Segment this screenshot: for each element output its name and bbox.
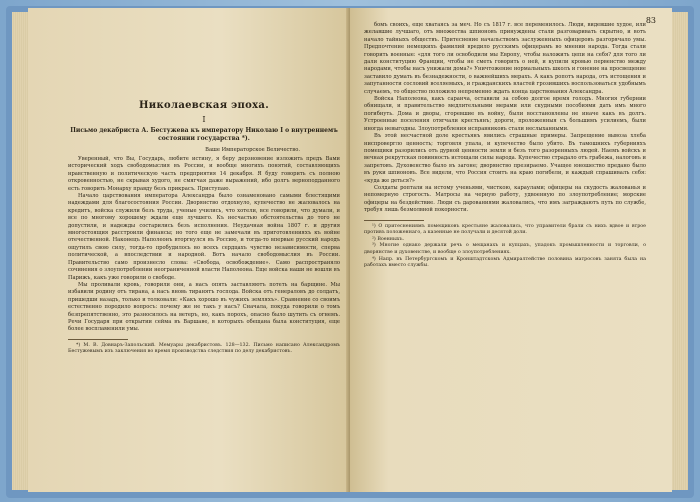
paragraph: Уверенный, что Вы, Государь, любите истину, я беру дерзновение изложить предъ Вами исторический ходъ свободомыслия въ России, и вообще многихъ понятий, составляющихъ нравственную и политическую часть предприятия 14 декабря. Я буду говорить съ полною откровенностью, не скрывая худого, не смягчая даже выражений, ибо долгъ верноподданного есть говорить Монарху правду безъ прикрасъ. Приступаю. [68,156,340,192]
page-number: 83 [645,16,656,25]
paragraph: Въ этой несчастной доле крестьянъ явились страшные примеры. Запрещение вывоза хлеба ниспровергло ценность; торговля упала, и купечество было убито. Въ тамошнихъ губернияхъ помещики разорились отъ дурной ценности земли и безъ того разоренныхъ людей. Наемъ войскъ и вечная рекрутская повинность истощали силы народа. Купечество страдало отъ грабежа, налоговъ и запретовъ. Духовенство было въ загоне; дворянство презираемо. Учащее юношество предано было въ руки шпионовъ. Все видели, что Россия стоитъ на краю погибели, и каждый спрашивалъ себя: «куда же деться?» [364,133,646,184]
document-title: Письмо декабриста А. Бестужева къ императору Николаю I о внутреннемъ состоянии государства *). [70,127,338,142]
left-page-column [68,28,340,356]
paragraph: бомъ своихъ, еще хватаясь за меч. Но съ 1817 г. все переменилось. Люди, видевшие худое, или желавшие лучшаго, отъ множества шпионовъ принуждены стали разговаривать скрытно, и вотъ начало тайныхъ обществъ. Притеснение начальствомъ заслуженныхъ офицеровъ разгорячало умы. Предпочтение немецкихъ фамилий вредило русскимъ офицерамъ во мнении народа. Тогда стали говорить военные: «для того ли освободили мы Европу, чтобы наложить цепи на себя? для того ли дали конституцию Франции, чтобы не сметь говорить о ней, и купили кровью первенство между народами, чтобы насъ унижали дома?» Уничтожение нормальныхъ школъ и гонение на просвещение заставило думать въ безнадежности, о важнейшихъ мерахъ. А какъ ропотъ народа, отъ истощения и запутанности сословий вселяемыхъ, и гражданскихъ властей грозившихъ воспользоваться удобнымъ случаемъ, то общество положило непременно ждать конца царствования Александра. [364,22,646,95]
footnote: *) М. В. Довнаръ-Запольский. Мемуары декабристовъ. 128—132. Письмо написано Александромъ Бестужевымъ изъ заключения во время производства следствия по делу декабристовъ. [68,342,340,355]
footnote: ¹) О притеснениямъ помещиковъ крестьяне жаловались, что управители брали съ нихъ вдвое и втрое противъ положеннаго, а казенные не получали и десятой доли. [364,223,646,236]
document-numeral: I [202,115,206,124]
right-page [350,8,672,492]
salutation: Ваше Императорское Величество. [205,147,300,153]
paragraph: Войска Наполеона, какъ саранча, оставили за собою долгое время голодъ. Многия губернии обнищали, и правительство медлительными мерами или скудными пособиями дать имъ много погибнуть. Дома и дворы, сгоревшие въ войну, были восстановлены не иначе какъ въ долгъ. Устроенные поселения отягчали крестьянъ; дороги, проложенныя съ большимъ усилиемъ, были иногда невыгодны. Злоупотребления исправниковъ стали неслыханными. [364,96,646,132]
footnote-rule [68,339,128,340]
footnote: ⁴) Напр. въ Петербургскомъ и Кронштадтскомъ Адмиралтействе половина матросовъ занята была на работахъ вместо службы. [364,256,646,269]
footnote-rule [364,220,424,221]
right-page-column [364,22,646,270]
section-title: Николаевская эпоха. [139,100,269,111]
paragraph: Начало царствования императора Александра было ознаменовано самыми блестящими надеждами для благосостояния России. Дворянство отдохнуло, купечество не жаловалось на кредитъ, войска служили безъ труда, ученые учились, что хотели, все говорили, что думали, и все по многому хорошему ждали еще лучшего. Къ несчастью обстоятельства до того не допустили, и надежды состарились безъ исполнения. Неудачная война 1807 г. и другия многостоящия расстроили финансы; но того еще не замечали въ приготовленияхъ къ войне отечественной. Наконецъ Наполеонъ вторгнулся въ Россию, и тогда-то впервые русский народъ ощутилъ свою силу, тогда-то пробудилось во всехъ сердцахъ чувство независимости, сперва политической, а впоследствии и народной. Вотъ начало свободомыслия въ России. Правительство само произнесло слова: «Свобода, освобождение». Само распространяло сочинения о злоупотреблении неограниченной власти Наполеона. Еще войска наши не вошли въ Парижъ, какъ уже говорили о свободе. [68,193,340,281]
paragraph: Мы проливали кровь, говорили они, а насъ опять заставляютъ потеть на барщине. Мы избавили родину отъ тирана, а насъ вновь тиранятъ господа. Войска отъ генераловъ до солдатъ, пришедши назадъ, только и толковали: «Какъ хорошо въ чужихъ земляхъ». Сравнение со своимъ естественно породило вопросъ: почему же не такъ у насъ? Сначала, покуда говорили о томъ безпрепятственно, это разносилось на ветеръ, но, какъ порохъ, опасно было шутить съ огнемъ. Речи Государя при открытии сейма въ Варшаве, в которыхъ обещана была конституция, еще более воспламенили умы. [68,281,340,333]
left-page [28,8,350,492]
paragraph: Солдаты роптали на истому ученьями, чисткою, караулами; офицеры на скудость жалованья и непомерную строгость. Матросы на черную работу, удвоенную по злоупотребление; морские офицеры на бездействие. Люди съ дарованиями жаловались, что имъ заграждаютъ путь по службе, требуя лишь безмолвной покорности. [364,184,646,214]
footnote: ²) Военныхъ. [372,236,405,242]
footnote: ³) Многие однако держали речь о мещанахъ и купцахъ, упадокъ промышленности и торговли, о дворянстве и духовенстве, и вообще о злоупотреблениях. [364,243,646,255]
